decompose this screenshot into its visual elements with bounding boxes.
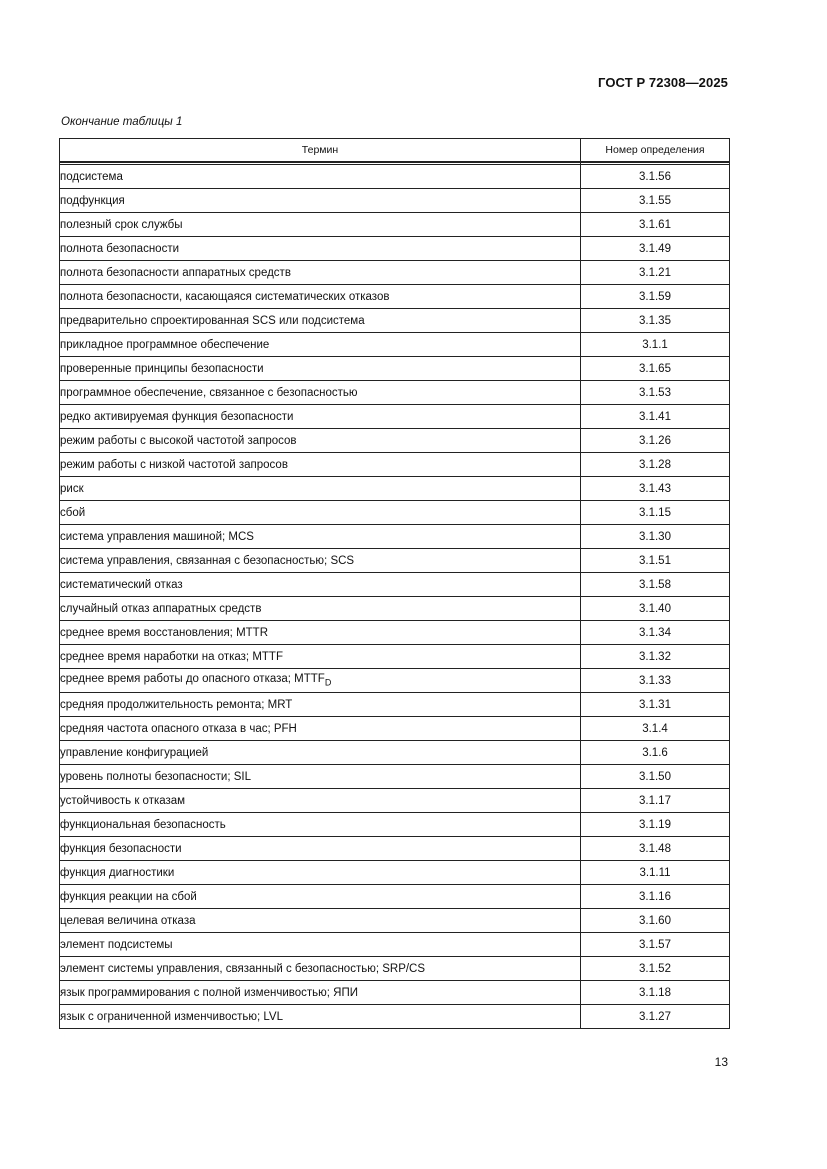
table-row (60, 477, 730, 501)
term-cell (60, 429, 581, 453)
term-cell (60, 309, 581, 333)
term-text: проверенные принципы безопасности (60, 362, 264, 375)
term-text: язык программирования с полной изменчивостью; ЯПИ (60, 986, 358, 999)
term-cell (60, 933, 581, 957)
term-cell (60, 789, 581, 813)
term-text: язык с ограниченной изменчивостью; LVL (60, 1010, 283, 1023)
definition-number-cell: 3.1.60 (581, 909, 730, 933)
definition-number-cell: 3.1.27 (581, 1005, 730, 1029)
term-cell (60, 621, 581, 645)
term-text: средняя продолжительность ремонта; MRT (60, 698, 293, 711)
term-cell (60, 381, 581, 405)
term-cell (60, 909, 581, 933)
definition-number-cell: 3.1.50 (581, 765, 730, 789)
table-row (60, 669, 730, 693)
table-row (60, 525, 730, 549)
terms-table (59, 138, 730, 1029)
definition-number-cell: 3.1.17 (581, 789, 730, 813)
term-cell (60, 333, 581, 357)
term-cell (60, 213, 581, 237)
definition-number-cell: 3.1.40 (581, 597, 730, 621)
term-subscript: D (324, 677, 332, 688)
term-text: прикладное программное обеспечение (60, 338, 270, 351)
table-header-row (60, 139, 730, 163)
term-text: систематический отказ (60, 578, 183, 591)
term-cell (60, 501, 581, 525)
term-text: средняя частота опасного отказа в час; PFH (60, 722, 297, 735)
term-cell (60, 717, 581, 741)
term-text: элемент системы управления, связанный с безопасностью; SRP/CS (60, 962, 426, 975)
term-text: программное обеспечение, связанное с безопасностью (60, 386, 358, 399)
definition-number-cell: 3.1.21 (581, 261, 730, 285)
term-cell (60, 525, 581, 549)
term-text: режим работы с высокой частотой запросов (60, 434, 297, 447)
definition-number-cell: 3.1.57 (581, 933, 730, 957)
definition-number-cell: 3.1.31 (581, 693, 730, 717)
term-cell (60, 813, 581, 837)
table-row (60, 357, 730, 381)
table-row (60, 405, 730, 429)
column-header-number: Номер определения (581, 139, 730, 163)
table-row (60, 1005, 730, 1029)
table-caption: Окончание таблицы 1 (61, 116, 183, 128)
term-cell (60, 669, 581, 693)
definition-number-cell: 3.1.6 (581, 741, 730, 765)
table-row (60, 933, 730, 957)
definition-number-cell: 3.1.11 (581, 861, 730, 885)
definition-number-cell: 3.1.65 (581, 357, 730, 381)
term-text: сбой (60, 506, 86, 519)
definition-number-cell: 3.1.35 (581, 309, 730, 333)
table-row (60, 765, 730, 789)
definition-number-cell: 3.1.49 (581, 237, 730, 261)
table-row (60, 621, 730, 645)
definition-number-cell: 3.1.53 (581, 381, 730, 405)
table-row (60, 165, 730, 189)
table-row (60, 549, 730, 573)
term-text: элемент подсистемы (60, 938, 173, 951)
table-row (60, 789, 730, 813)
table-body (60, 162, 730, 1029)
table-row (60, 885, 730, 909)
term-text: риск (60, 482, 84, 495)
definition-number-cell: 3.1.30 (581, 525, 730, 549)
term-cell (60, 165, 581, 189)
term-text: подсистема (60, 170, 123, 183)
table-row (60, 453, 730, 477)
term-cell (60, 405, 581, 429)
term-text: режим работы с низкой частотой запросов (60, 458, 288, 471)
definition-number-cell: 3.1.58 (581, 573, 730, 597)
table-row (60, 741, 730, 765)
table-row (60, 429, 730, 453)
term-cell (60, 957, 581, 981)
term-text: функция безопасности (60, 842, 182, 855)
term-cell (60, 237, 581, 261)
term-cell (60, 597, 581, 621)
term-cell (60, 549, 581, 573)
table-row (60, 261, 730, 285)
term-text: предварительно спроектированная SCS или подсистема (60, 314, 365, 327)
term-cell (60, 741, 581, 765)
term-cell (60, 837, 581, 861)
table-row (60, 381, 730, 405)
term-cell (60, 765, 581, 789)
definition-number-cell: 3.1.28 (581, 453, 730, 477)
term-text: целевая величина отказа (60, 914, 196, 927)
term-cell (60, 981, 581, 1005)
term-cell (60, 453, 581, 477)
definition-number-cell: 3.1.19 (581, 813, 730, 837)
table-row (60, 837, 730, 861)
table-row (60, 573, 730, 597)
table-row (60, 981, 730, 1005)
definition-number-cell: 3.1.32 (581, 645, 730, 669)
table-row (60, 957, 730, 981)
definition-number-cell: 3.1.52 (581, 957, 730, 981)
table-row (60, 213, 730, 237)
definition-number-cell: 3.1.33 (581, 669, 730, 693)
definition-number-cell: 3.1.16 (581, 885, 730, 909)
term-cell (60, 477, 581, 501)
definition-number-cell: 3.1.56 (581, 165, 730, 189)
term-cell (60, 885, 581, 909)
table-row (60, 189, 730, 213)
term-text: полнота безопасности, касающаяся систематических отказов (60, 290, 390, 303)
definition-number-cell: 3.1.51 (581, 549, 730, 573)
term-text: случайный отказ аппаратных средств (60, 602, 262, 615)
definition-number-cell: 3.1.59 (581, 285, 730, 309)
document-id: ГОСТ Р 72308—2025 (598, 75, 728, 90)
table-row (60, 861, 730, 885)
term-text: полезный срок службы (60, 218, 183, 231)
term-cell (60, 261, 581, 285)
term-text: функция реакции на сбой (60, 890, 197, 903)
table-row (60, 813, 730, 837)
definition-number-cell: 3.1.55 (581, 189, 730, 213)
column-header-term: Термин (60, 139, 581, 163)
term-text: подфункция (60, 194, 125, 207)
definition-number-cell: 3.1.26 (581, 429, 730, 453)
term-cell (60, 573, 581, 597)
term-text: функциональная безопасность (60, 818, 226, 831)
term-text: полнота безопасности аппаратных средств (60, 266, 291, 279)
term-text: функция диагностики (60, 866, 175, 879)
term-text: система управления машиной; MCS (60, 530, 254, 543)
term-text: устойчивость к отказам (60, 794, 186, 807)
term-cell (60, 693, 581, 717)
term-cell (60, 645, 581, 669)
term-cell (60, 1005, 581, 1029)
term-text: редко активируемая функция безопасности (60, 410, 294, 423)
definition-number-cell: 3.1.48 (581, 837, 730, 861)
definition-number-cell: 3.1.15 (581, 501, 730, 525)
table-row (60, 501, 730, 525)
definition-number-cell: 3.1.61 (581, 213, 730, 237)
term-text: среднее время восстановления; MTTR (60, 626, 268, 639)
table-row (60, 309, 730, 333)
term-text: управление конфигурацией (60, 746, 209, 759)
table-row (60, 597, 730, 621)
term-text: уровень полноты безопасности; SIL (60, 770, 251, 783)
table-row (60, 909, 730, 933)
definition-number-cell: 3.1.34 (581, 621, 730, 645)
term-cell (60, 861, 581, 885)
term-text: полнота безопасности (60, 242, 180, 255)
table-row (60, 285, 730, 309)
term-text: среднее время работы до опасного отказа; MTTF (60, 673, 325, 686)
table-row (60, 645, 730, 669)
definition-number-cell: 3.1.41 (581, 405, 730, 429)
term-text: система управления, связанная с безопасностью; SCS (60, 554, 355, 567)
term-text: среднее время наработки на отказ; MTTF (60, 650, 283, 663)
page-number: 13 (714, 1055, 728, 1069)
definition-number-cell: 3.1.1 (581, 333, 730, 357)
definition-number-cell: 3.1.18 (581, 981, 730, 1005)
table-row (60, 717, 730, 741)
definition-number-cell: 3.1.43 (581, 477, 730, 501)
table-row (60, 237, 730, 261)
definition-number-cell: 3.1.4 (581, 717, 730, 741)
term-cell (60, 285, 581, 309)
table-row (60, 333, 730, 357)
term-cell (60, 357, 581, 381)
term-cell (60, 189, 581, 213)
table-row (60, 693, 730, 717)
